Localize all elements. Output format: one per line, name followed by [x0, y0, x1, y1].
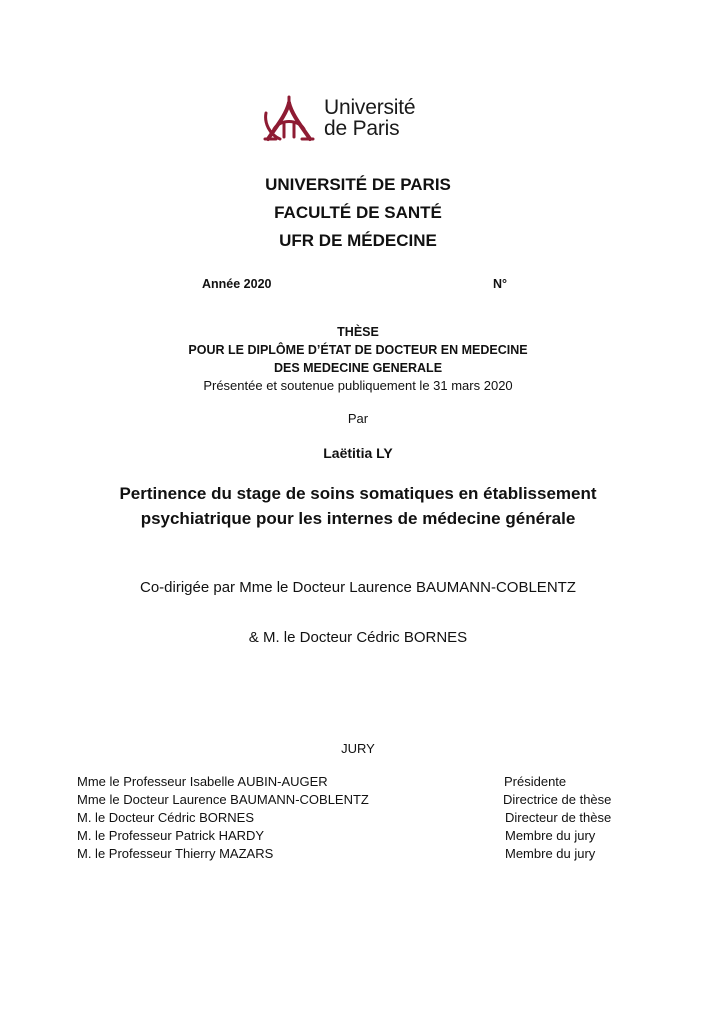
author-name: Laëtitia LY [323, 445, 393, 461]
codirection-line-2: & M. le Docteur Cédric BORNES [248, 629, 468, 646]
universite-de-paris-emblem-icon [262, 93, 320, 145]
jury-member-name: M. le Professeur Thierry MAZARS [77, 846, 274, 861]
codirection-line-1: Co-dirigée par Mme le Docteur Laurence BAUMANN-COBLENTZ [140, 579, 576, 596]
jury-heading: JURY [341, 741, 375, 756]
thesis-label: THÈSE [337, 325, 379, 339]
jury-member-name: M. le Docteur Cédric BORNES [77, 810, 254, 825]
year-label: Année 2020 [202, 277, 272, 291]
thesis-title-line-2: psychiatrique pour les internes de médecine générale [140, 509, 576, 528]
university-name: UNIVERSITÉ DE PARIS [265, 175, 451, 194]
logo-line-2: de Paris [324, 117, 400, 140]
ufr-name: UFR DE MÉDECINE [279, 231, 437, 250]
jury-member-role: Directrice de thèse [503, 792, 612, 807]
faculty-name: FACULTÉ DE SANTÉ [274, 203, 442, 222]
presentation-date: Présentée et soutenue publiquement le 31 mars 2020 [203, 378, 513, 393]
jury-member-name: Mme le Professeur Isabelle AUBIN-AUGER [77, 774, 328, 789]
logo-line-1: Université [324, 96, 416, 119]
by-label: Par [347, 411, 369, 426]
university-logo [262, 93, 432, 145]
jury-member-name: M. le Professeur Patrick HARDY [77, 828, 265, 843]
logo-wordmark [324, 97, 415, 139]
diploma-line-1: POUR LE DIPLÔME D’ÉTAT DE DOCTEUR EN MEDECINE [188, 343, 528, 357]
diploma-line-2: DES MEDECINE GENERALE [273, 361, 443, 375]
jury-member-name: Mme le Docteur Laurence BAUMANN-COBLENTZ [77, 792, 369, 807]
jury-member-role: Membre du jury [505, 846, 596, 861]
jury-member-role: Directeur de thèse [505, 810, 612, 825]
jury-member-role: Membre du jury [505, 828, 596, 843]
thesis-title-line-1: Pertinence du stage de soins somatiques en établissement [119, 484, 597, 503]
thesis-number-label: N° [493, 277, 508, 291]
jury-member-role: Présidente [504, 774, 567, 789]
